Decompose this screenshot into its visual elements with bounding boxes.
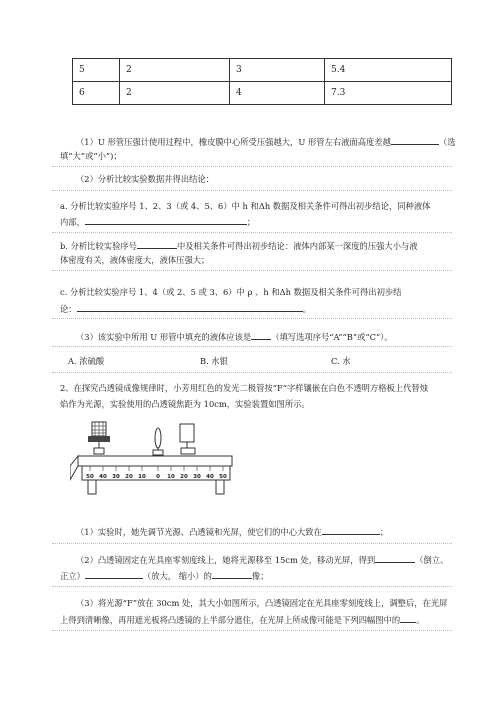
answer-blank[interactable]: [85, 215, 247, 225]
q2-part1-line: [76, 525, 388, 538]
table-row: [73, 82, 452, 105]
divider: [52, 166, 452, 167]
ruler-label: 30: [193, 474, 201, 480]
text: （倒立、: [415, 555, 449, 565]
text: （填写选项序号“A”“B”或“C”）。: [271, 332, 393, 342]
option-b[interactable]: B. 水银: [200, 356, 228, 366]
answer-blank[interactable]: [77, 302, 303, 312]
text: 内部，: [60, 217, 85, 227]
text: 。: [416, 615, 425, 625]
table-cell: 3: [230, 59, 325, 82]
text: 。: [302, 304, 311, 314]
divider: [52, 586, 452, 587]
ruler-label: 10: [167, 474, 175, 480]
q2-part3-line2: [60, 613, 425, 626]
table-row: [73, 59, 452, 82]
ruler-label: 20: [125, 474, 133, 480]
answer-blank[interactable]: [85, 569, 143, 579]
ruler-label: 20: [180, 474, 188, 480]
divider: [52, 232, 452, 233]
q1-part2-a-line2: [60, 215, 255, 228]
text: 像；: [251, 571, 269, 581]
q1-part2-c-line1: c. 分析比较实验序号 1、4（或 2、5 或 3、6）中 ρ 、h 和Δh 数据及相关条件可得出初步结: [60, 287, 402, 297]
answer-blank[interactable]: [137, 239, 177, 249]
divider: [52, 318, 452, 319]
table-cell: 5: [73, 59, 120, 82]
divider: [52, 630, 452, 631]
text: 中及相关条件可得出初步结论：液体内部某一深度的压强大小与液: [176, 241, 418, 251]
q1-part1-line2: 填“大”或“小”)；: [60, 151, 122, 161]
text: （2）凸透镜固定在光具座零刻度线上，她将光源移至 15cm 处，移动光屏，得到: [76, 555, 376, 565]
q2-part2-line1: [76, 553, 448, 566]
ruler-label: 0: [156, 474, 160, 480]
divider: [52, 372, 452, 373]
answer-blank[interactable]: [375, 553, 415, 563]
q1-part2-c-line2: [60, 302, 311, 315]
ruler-label: 10: [138, 474, 146, 480]
text: （1）U 形管压强计使用过程中，橡皮膜中心所受压强越大，U 形管左右液面高度差越: [76, 137, 391, 147]
divider: [52, 190, 452, 191]
ruler-label: 50: [86, 474, 94, 480]
table-cell: 4: [230, 82, 325, 105]
q1-part2-heading: （2）分析比较实验数据并得出结论：: [76, 174, 215, 184]
q2-intro-line1: 2、在探究凸透镜成像规律时，小芳用红色的发光二极管按“F”字样镶嵌在白色不透明方格板上代替烛: [60, 383, 428, 393]
text: 正立）: [60, 571, 85, 581]
table-cell: 6: [73, 82, 120, 105]
text: （3）该实验中所用 U 形管中填充的液体应该是: [76, 332, 252, 342]
divider: [52, 543, 452, 544]
text: （选: [438, 137, 456, 147]
q1-part2-b-line1: [60, 239, 418, 252]
table-cell: 7.3: [325, 82, 452, 105]
option-a[interactable]: A. 浓硫酸: [68, 356, 105, 366]
option-c[interactable]: C. 水: [331, 356, 351, 366]
answer-blank[interactable]: [322, 525, 380, 535]
answer-blank[interactable]: [251, 330, 271, 340]
q1-part3-line: [76, 330, 393, 343]
text: 上得到清晰像，再用遮光板将凸透镜的上半部分遮住，在光屏上所成像可能是下列四幅图中的: [60, 615, 401, 625]
answer-blank[interactable]: [391, 135, 439, 145]
optical-bench-drawing: [70, 418, 240, 508]
q2-intro-line2: 焰作为光源，实验使用的凸透镜焦距为 10cm，实验装置如图所示。: [60, 399, 310, 409]
text: 论：: [60, 304, 77, 314]
q2-part2-line2: [60, 569, 269, 582]
q2-part3-line1: （3）将光源“F”放在 30cm 处，其大小如图所示，凸透镜固定在光具座零刻度线上，调整后，在光屏: [76, 598, 448, 608]
divider: [52, 270, 452, 271]
ruler-label: 40: [206, 474, 214, 480]
text: （放大， 缩小）的: [142, 571, 212, 581]
text: （1）实验时，她先调节光源、凸透镜和光屏，使它们的中心大致在: [76, 527, 322, 537]
ruler-label: 40: [99, 474, 107, 480]
data-table: [72, 58, 452, 105]
table-cell: 2: [120, 59, 230, 82]
answer-blank[interactable]: [212, 569, 252, 579]
text: ；: [246, 217, 256, 227]
ruler-label: 30: [112, 474, 120, 480]
table-cell: 2: [120, 82, 230, 105]
answer-blank[interactable]: [400, 613, 416, 623]
ruler-label: 50: [219, 474, 227, 480]
q1-part2-a-line1: a. 分析比较实验序号 1、2、3（或 4、5、6）中 h 和Δh 数据及相关条件可得出初步结论，同种液体: [60, 201, 431, 211]
text: ；: [379, 527, 389, 537]
optical-bench-figure: [70, 418, 240, 508]
q1-part2-b-line2: 体密度有关，液体密度大，液体压强大；: [60, 255, 210, 265]
text: b. 分析比较实验序号: [60, 241, 137, 251]
divider: [52, 346, 452, 347]
table-cell: 5.4: [325, 59, 452, 82]
q1-part1-line1: [76, 135, 456, 148]
